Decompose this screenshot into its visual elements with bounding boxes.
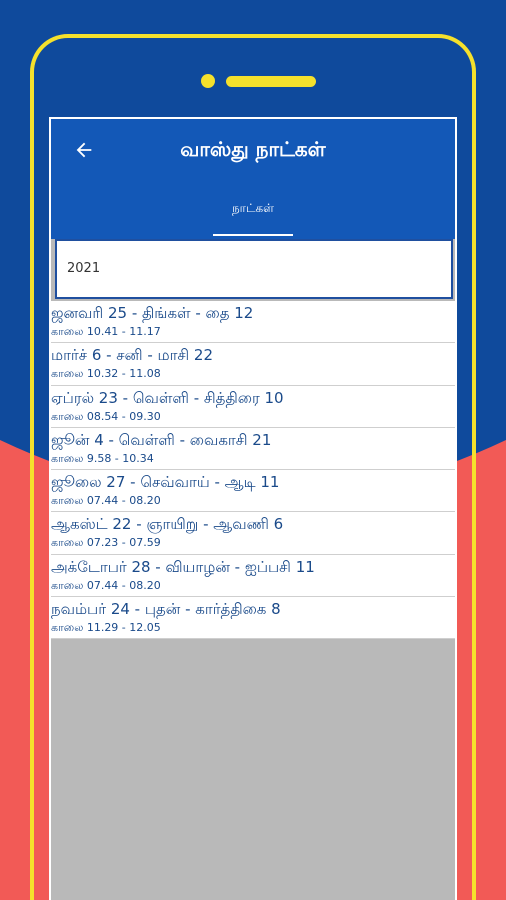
date-time: காலை 07.23 - 07.59: [51, 536, 161, 550]
list-item[interactable]: [51, 386, 455, 428]
date-time: காலை 08.54 - 09.30: [51, 409, 161, 423]
year-field[interactable]: 2021: [55, 239, 453, 299]
list-item[interactable]: [51, 555, 455, 597]
date-title: ஜனவரி 25 - திங்கள் - தை 12: [51, 304, 254, 322]
date-time: காலை 10.41 - 11.17: [51, 325, 161, 338]
date-title: ஜூன் 4 - வெள்ளி - வைகாசி 21: [51, 430, 272, 449]
date-title: ஆகஸ்ட் 22 - ஞாயிறு - ஆவணி 6: [51, 515, 284, 534]
tab-indicator: [213, 234, 293, 236]
list-item[interactable]: [51, 470, 455, 512]
date-title: ஏப்ரல் 23 - வெள்ளி - சித்திரை 10: [51, 388, 284, 407]
tab-bar: [51, 183, 455, 239]
list-item[interactable]: [51, 597, 455, 639]
date-title: மார்ச் 6 - சனி - மாசி 22: [51, 346, 214, 365]
date-time: காலை 11.29 - 12.05: [51, 621, 161, 635]
speaker-bar: [226, 76, 316, 87]
date-time: காலை 9.58 - 10.34: [51, 451, 154, 465]
list-item[interactable]: [51, 301, 455, 343]
camera-dot: [201, 74, 215, 88]
date-title: நவம்பர் 24 - புதன் - கார்த்திகை 8: [51, 600, 281, 619]
date-title: அக்டோபர் 28 - வியாழன் - ஐப்பசி 11: [51, 557, 315, 576]
tab-days[interactable]: நாட்கள்: [231, 201, 275, 215]
dates-list: [51, 301, 455, 639]
page-title: வாஸ்து நாட்கள்: [180, 137, 326, 161]
list-item[interactable]: [51, 428, 455, 470]
list-item[interactable]: [51, 343, 455, 385]
app-screen: [49, 117, 457, 900]
date-time: காலை 07.44 - 08.20: [51, 494, 161, 508]
date-time: காலை 07.44 - 08.20: [51, 578, 161, 592]
date-time: காலை 10.32 - 11.08: [51, 367, 161, 381]
date-title: ஜூலை 27 - செவ்வாய் - ஆடி 11: [51, 473, 280, 492]
list-item[interactable]: [51, 512, 455, 554]
app-bar: [51, 119, 455, 183]
